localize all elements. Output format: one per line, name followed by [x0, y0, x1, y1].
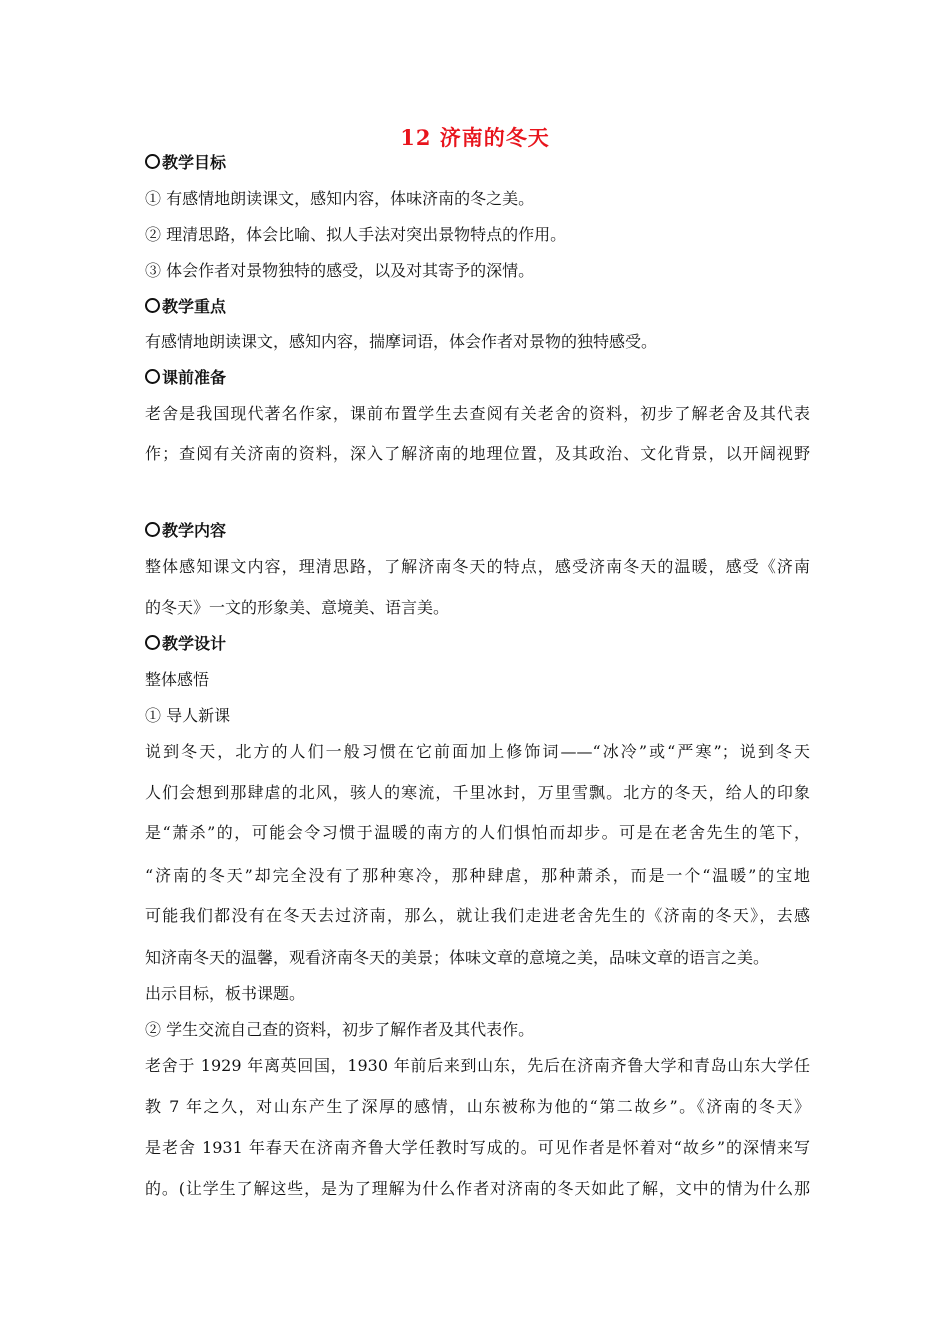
design-paragraph-line: 可能我们都没有在冬天去过济南，那么，就让我们走进老舍先生的《济南的冬天》，去感: [145, 906, 810, 925]
section-heading-content: 教学内容: [145, 521, 810, 541]
circle-bullet-icon: [145, 635, 160, 650]
goal-item: ② 理清思路，体会比喻、拟人手法对突出景物特点的作用。: [145, 225, 567, 244]
content-paragraph-line: 整体感知课文内容，理清思路，了解济南冬天的特点，感受济南冬天的温暖，感受《济南: [145, 557, 810, 576]
design-paragraph-line: 教 7 年之久，对山东产生了深厚的感情，山东被称为他的“第二故乡”。《济南的冬天》: [145, 1097, 810, 1116]
design-subheading: 整体感悟: [145, 670, 210, 689]
circle-bullet-icon: [145, 369, 160, 384]
design-paragraph-line: “济南的冬天”却完全没有了那种寒冷，那种肆虐，那种萧杀，而是一个“温暖”的宝地: [145, 866, 810, 885]
circle-bullet-icon: [145, 298, 160, 313]
section-heading-goals: 教学目标: [145, 153, 810, 173]
design-step: ② 学生交流自己查的资料，初步了解作者及其代表作。: [145, 1020, 535, 1039]
circle-bullet-icon: [145, 522, 160, 537]
section-heading-design: 教学设计: [145, 634, 810, 654]
focus-paragraph: 有感情地朗读课文，感知内容，揣摩词语，体会作者对景物的独特感受。: [145, 332, 658, 351]
prep-paragraph-line: 老舍是我国现代著名作家，课前布置学生去查阅有关老舍的资料，初步了解老舍及其代表: [145, 404, 810, 423]
goal-item: ③ 体会作者对景物独特的感受，以及对其寄予的深情。: [145, 261, 535, 280]
section-heading-focus: 教学重点: [145, 297, 810, 317]
design-step: ① 导人新课: [145, 706, 231, 725]
design-paragraph-line: 老舍于 1929 年离英回国，1930 年前后来到山东，先后在济南齐鲁大学和青岛山东大学任: [145, 1056, 810, 1075]
design-paragraph-line: 知济南冬天的温馨，观看济南冬天的美景；体味文章的意境之美，品味文章的语言之美。: [145, 948, 770, 967]
design-paragraph-line: 是老舍 1931 年春天在济南齐鲁大学任教时写成的。可见作者是怀着对“故乡”的深情来写: [145, 1138, 810, 1157]
design-paragraph-line: 的。(让学生了解这些，是为了理解为什么作者对济南的冬天如此了解，文中的情为什么那: [145, 1179, 810, 1198]
section-heading-prep: 课前准备: [145, 368, 810, 388]
design-paragraph-line: 人们会想到那肆虐的北风，骇人的寒流，千里冰封，万里雪飘。北方的冬天，给人的印象: [145, 783, 810, 802]
design-paragraph-line: 是“萧杀”的，可能会令习惯于温暖的南方的人们惧怕而却步。可是在老舍先生的笔下，: [145, 823, 810, 842]
circle-bullet-icon: [145, 154, 160, 169]
content-paragraph-line: 的冬天》一文的形象美、意境美、语言美。: [145, 598, 450, 617]
design-paragraph-line: 出示目标，板书课题。: [145, 984, 306, 1003]
prep-paragraph-line: 作；查阅有关济南的资料，深入了解济南的地理位置，及其政治、文化背景，以开阔视野: [145, 444, 810, 463]
design-paragraph-line: 说到冬天，北方的人们一般习惯在它前面加上修饰词——“冰冷”或“严寒”；说到冬天: [145, 742, 810, 761]
goal-item: ① 有感情地朗读课文，感知内容，体味济南的冬之美。: [145, 189, 535, 208]
page-title: 12 济南的冬天: [400, 125, 550, 150]
